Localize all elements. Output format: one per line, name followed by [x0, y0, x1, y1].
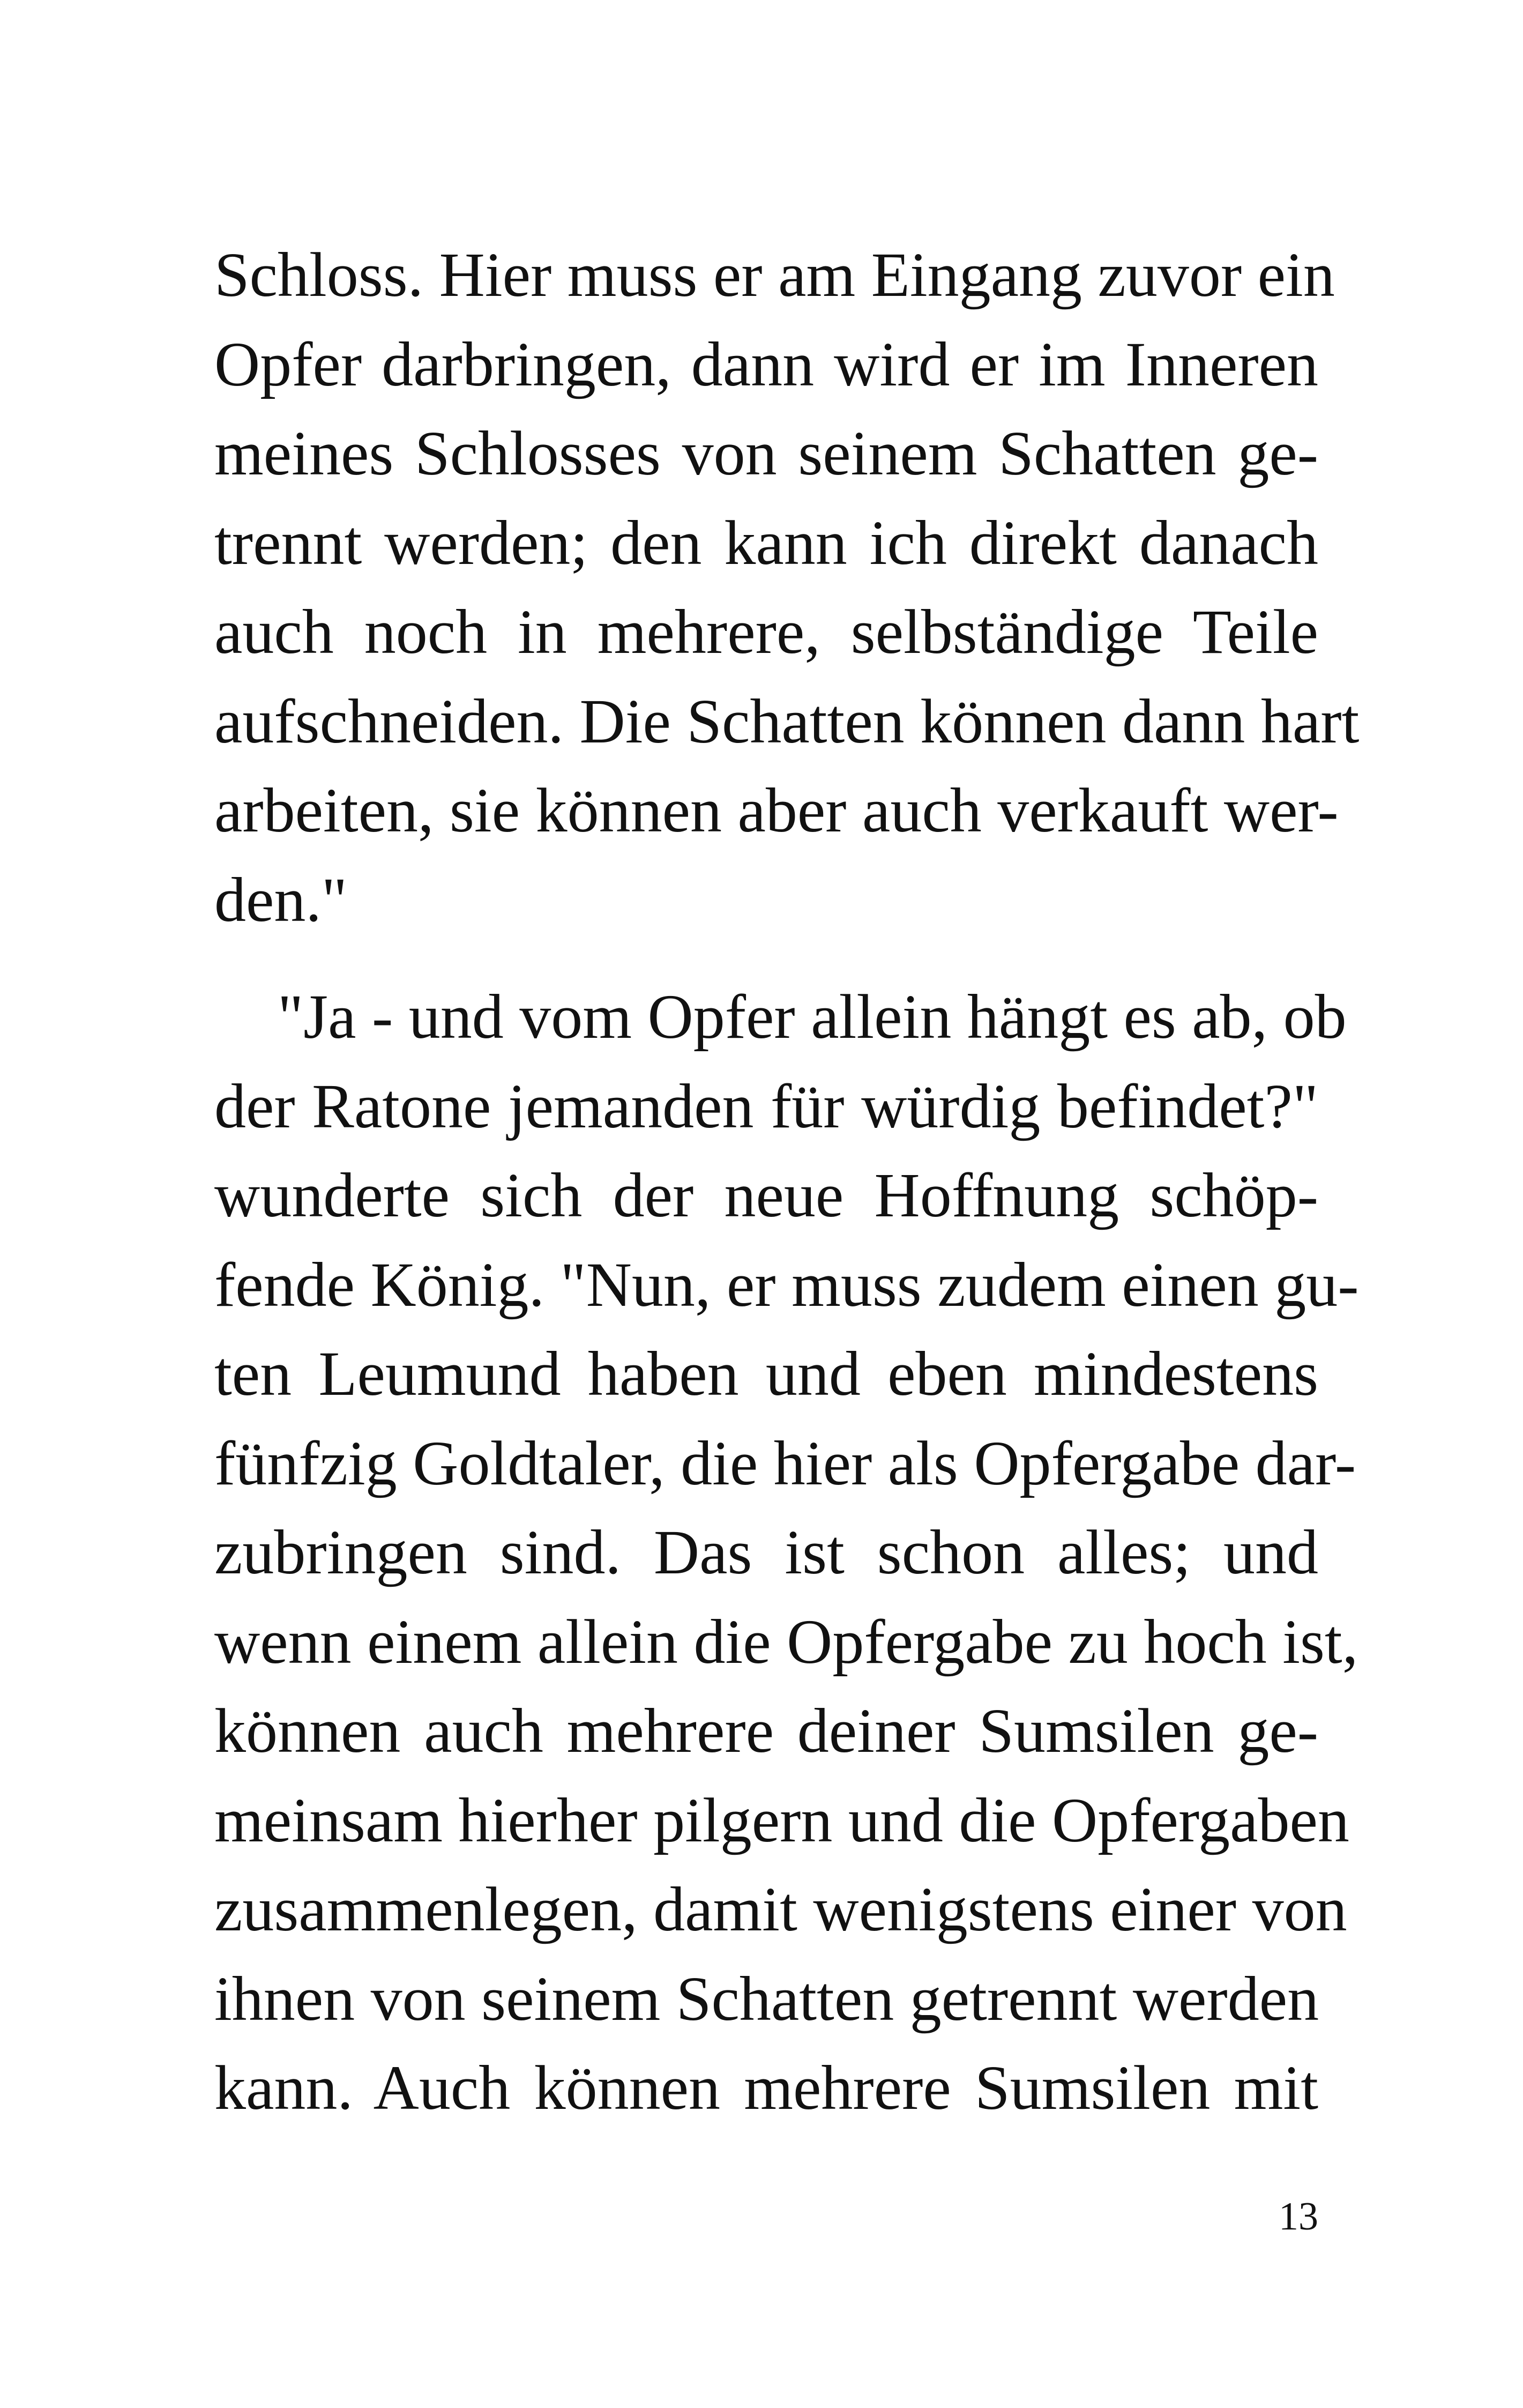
text-line: ten Leumund haben und eben mindestens — [214, 1339, 1318, 1409]
text-line: wunderte sich der neue Hoffnung schöp- — [214, 1160, 1318, 1230]
text-line: den." — [214, 864, 348, 935]
text-line: der Ratone jemanden für würdig befindet?" — [214, 1071, 1318, 1141]
text-line: ihnen von seinem Schatten getrennt werden — [214, 1963, 1319, 2034]
text-line: zusammenlegen, damit wenigstens einer von — [214, 1874, 1347, 1944]
text-line: können auch mehrere deiner Sumsilen ge- — [214, 1696, 1318, 1766]
text-line: auch noch in mehrere, selbständige Teile — [214, 597, 1318, 667]
page-number: 13 — [1279, 2195, 1318, 2239]
text-line: trennt werden; den kann ich direkt danach — [214, 507, 1318, 578]
text-line: fende König. "Nun, er muss zudem einen gu- — [214, 1249, 1359, 1320]
body-text — [214, 231, 1360, 2133]
text-line: meines Schlosses von seinem Schatten ge- — [214, 418, 1318, 488]
text-line: meinsam hierher pilgern und die Opfergaben — [214, 1785, 1349, 1855]
text-line: arbeiten, sie können aber auch verkauft wer- — [214, 775, 1339, 845]
text-line: kann. Auch können mehrere Sumsilen mit — [214, 2053, 1318, 2123]
text-line: aufschneiden. Die Schatten können dann hart — [214, 686, 1360, 756]
text-line: wenn einem allein die Opfergabe zu hoch ist, — [214, 1606, 1358, 1677]
text-line: "Ja - und vom Opfer allein hängt es ab, ob — [278, 982, 1347, 1052]
text-line: Opfer darbringen, dann wird er im Inneren — [214, 329, 1318, 399]
text-line: zubringen sind. Das ist schon alles; und — [214, 1517, 1318, 1587]
text-line: Schloss. Hier muss er am Eingang zuvor ein — [214, 240, 1335, 310]
text-line: fünfzig Goldtaler, die hier als Opfergabe dar- — [214, 1428, 1356, 1498]
